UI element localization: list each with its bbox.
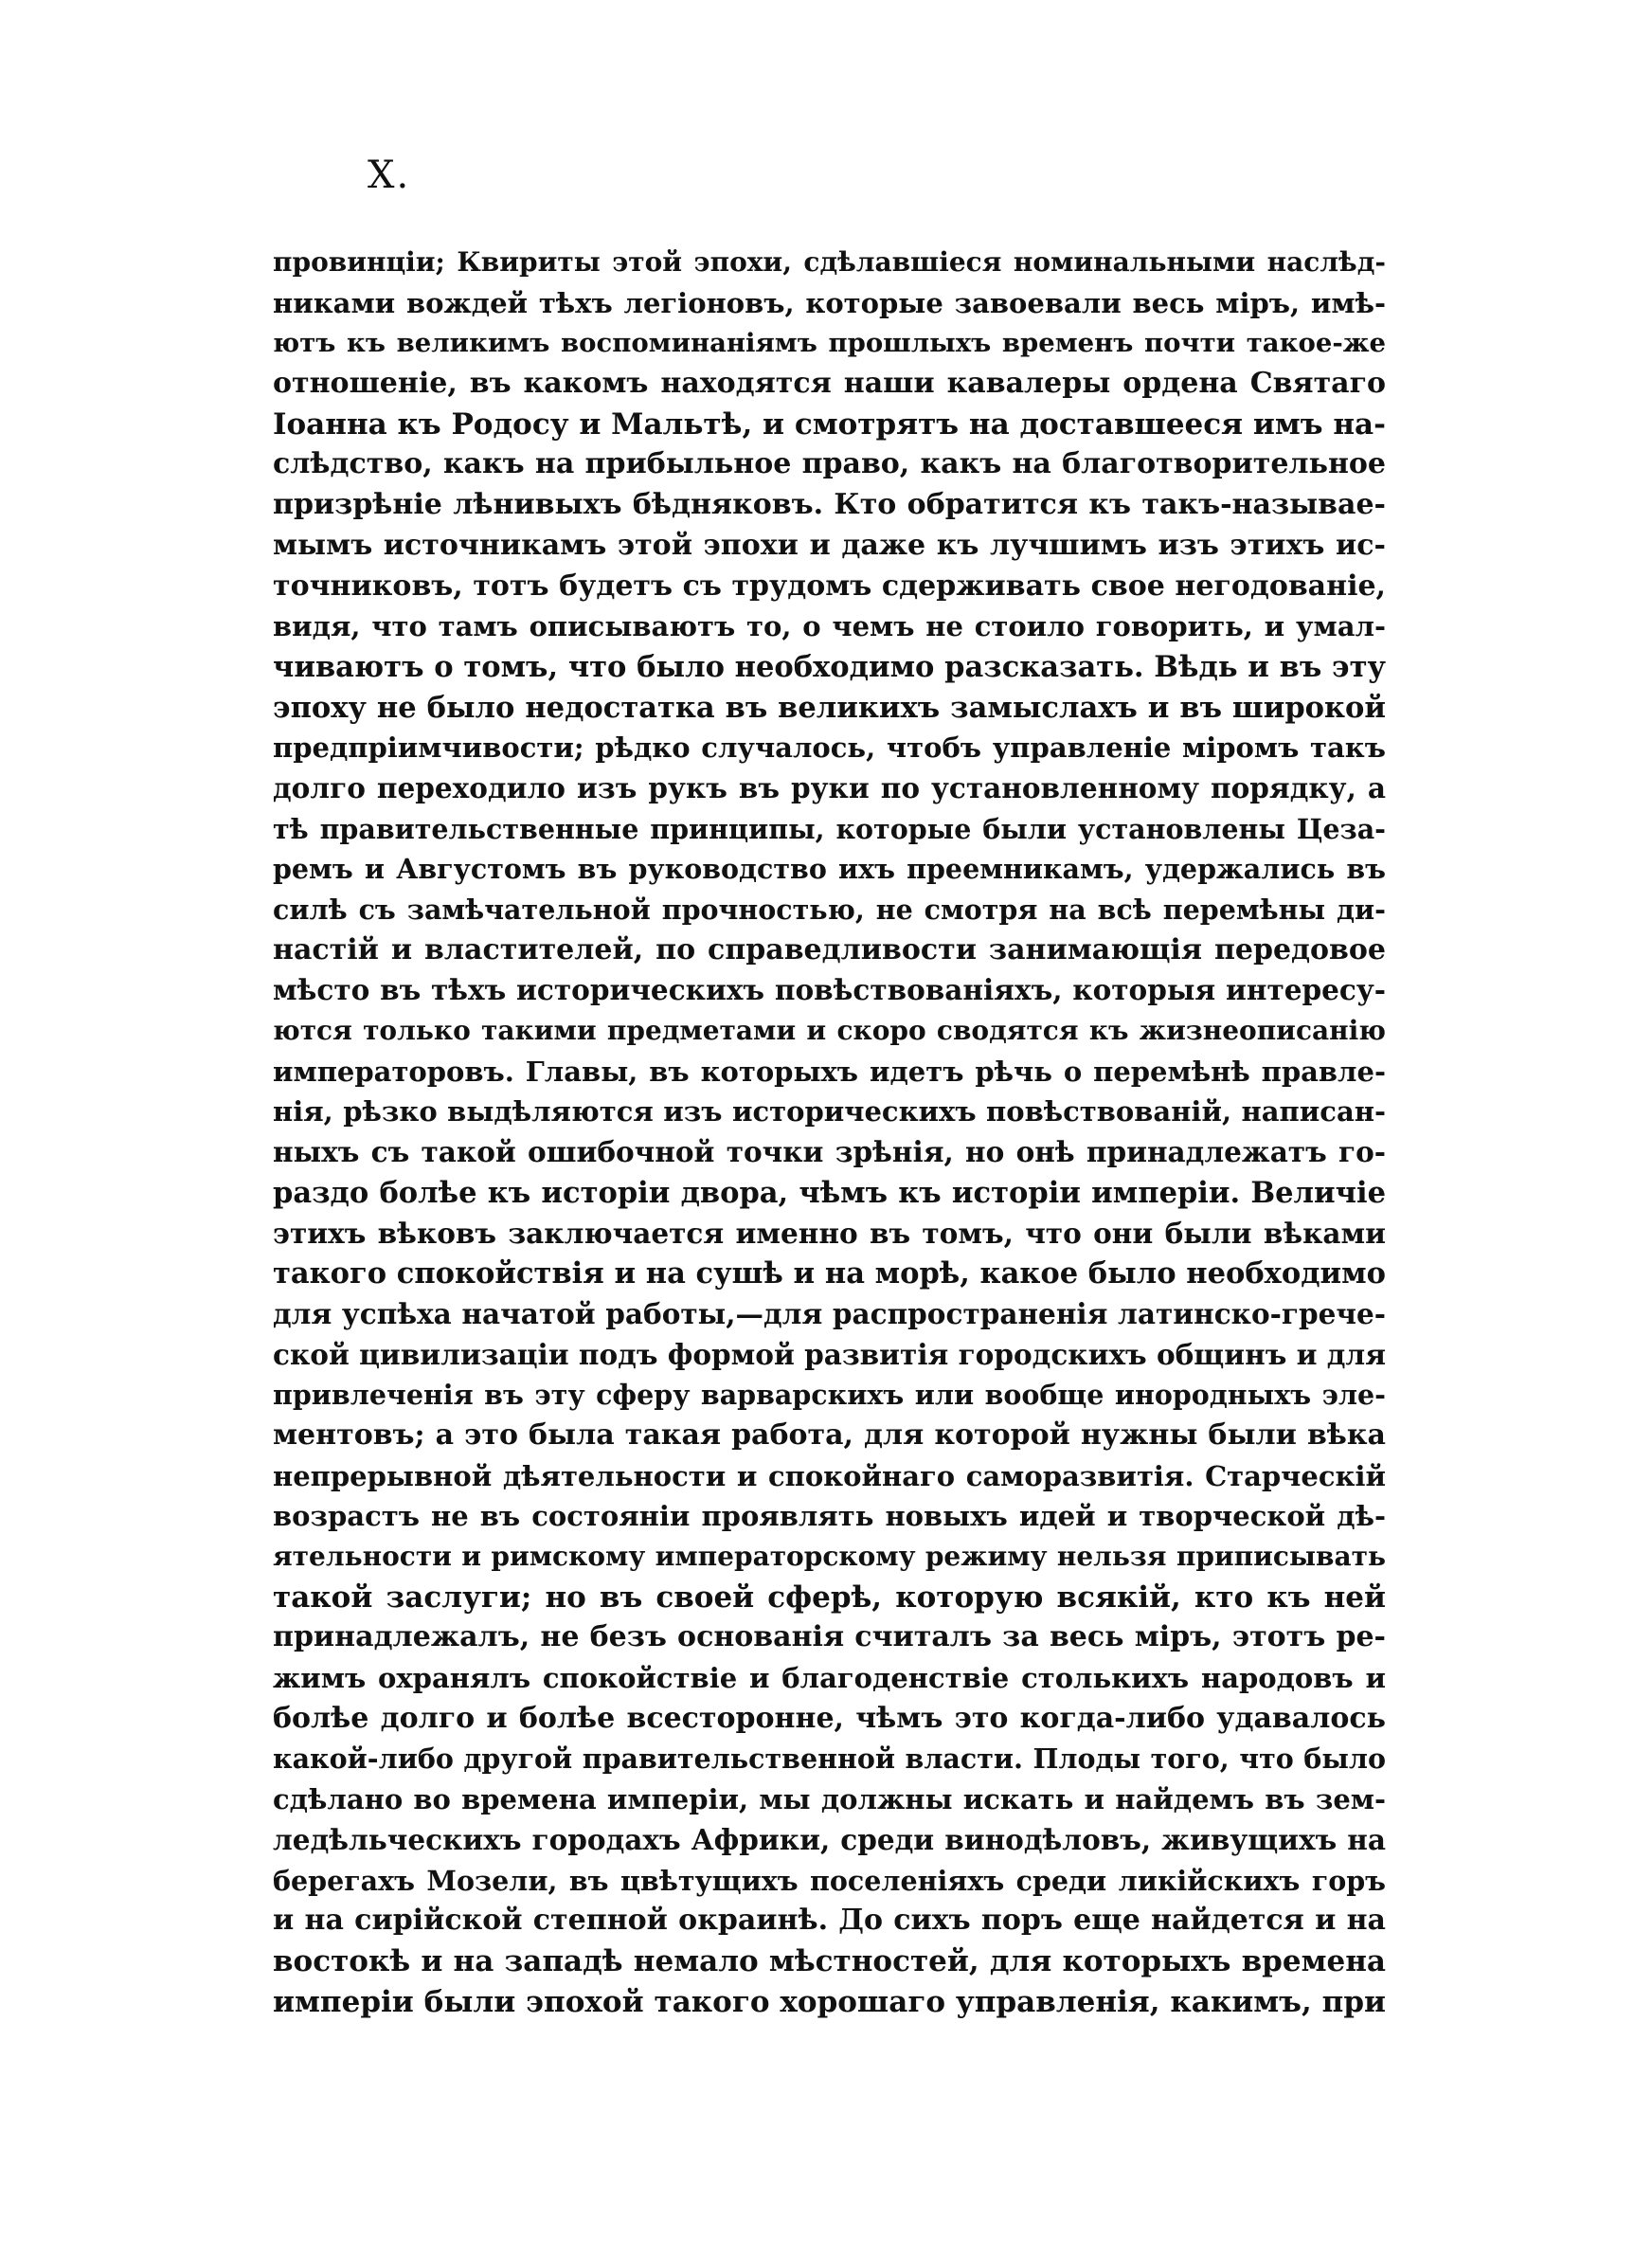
text-line: этихъ вѣковъ заключается именно въ томъ, что они были вѣками — [273, 1216, 1386, 1250]
text-line: ледѣльческихъ городахъ Африки, среди винодѣловъ, живущихъ на — [273, 1822, 1386, 1856]
text-line: призрѣніе лѣнивыхъ бѣдняковъ. Кто обратится къ такъ-называе- — [273, 488, 1386, 522]
text-line: и на сирійской степной окраинѣ. До сихъ поръ еще найдется и на — [273, 1904, 1386, 1938]
text-line: какой-либо другой правительственной власти. Плоды того, что было — [273, 1742, 1386, 1776]
text-line: долго переходило изъ рукъ въ руки по установленному порядку, а — [273, 770, 1386, 804]
text-line: мымъ источникамъ этой эпохи и даже къ лучшимъ изъ этихъ ис- — [273, 528, 1386, 562]
text-line: такой заслуги; но въ своей сферѣ, которую всякій, кто къ ней — [273, 1580, 1386, 1615]
text-line: ремъ и Августомъ въ руководство ихъ преемникамъ, удержались въ — [273, 853, 1386, 886]
text-line: слѣдство, какъ на прибыльное право, какъ на благотворительное — [273, 447, 1386, 481]
text-line: ются только такими предметами и скоро сводятся къ жизнеописанію — [273, 1015, 1386, 1047]
text-line: видя, что тамъ описываютъ то, о чемъ не стоило говорить, и умал- — [273, 610, 1386, 643]
text-line: востокѣ и на западѣ немало мѣстностей, для которыхъ времена — [273, 1943, 1386, 1978]
text-line: раздо болѣе къ исторіи двора, чѣмъ къ исторіи имперіи. Величіе — [273, 1175, 1386, 1210]
text-line: непрерывной дѣятельности и спокойнаго саморазвитія. Старческій — [273, 1459, 1386, 1492]
text-line: привлеченія въ эту сферу варварскихъ или вообще инородныхъ эле- — [273, 1379, 1386, 1412]
text-line: эпоху не было недостатка въ великихъ замыслахъ и въ широкой — [273, 690, 1386, 725]
text-line: болѣе долго и болѣе всесторонне, чѣмъ это когда-либо удавалось — [273, 1701, 1386, 1735]
text-line: жимъ охранялъ спокойствіе и благоденствіе столькихъ народовъ и — [273, 1662, 1386, 1695]
text-line: ятельности и римскому императорскому режиму нельзя приписывать — [273, 1541, 1386, 1572]
text-line: Іоанна къ Родосу и Мальтѣ, и смотрятъ на доставшееся имъ на- — [273, 406, 1386, 442]
text-line: возрастъ не въ состояніи проявлять новыхъ идей и творческой дѣ- — [273, 1500, 1386, 1533]
text-line: отношеніе, въ какомъ находятся наши кавалеры ордена Святаго — [273, 367, 1386, 401]
text-line: принадлежалъ, не безъ основанія считалъ за весь міръ, этотъ ре- — [273, 1620, 1386, 1654]
text-line: силѣ съ замѣчательной прочностью, не смотря на всѣ перемѣны ди- — [273, 894, 1386, 926]
text-line: ской цивилизаціи подъ формой развитія городскихъ общинъ и для — [273, 1337, 1386, 1371]
text-line: такого спокойствія и на сушѣ и на морѣ, какое было необходимо — [273, 1256, 1386, 1291]
text-line: мѣсто въ тѣхъ историческихъ повѣствованіяхъ, которыя интересу- — [273, 973, 1386, 1007]
text-line: предпріимчивости; рѣдко случалось, чтобъ управленіе міромъ такъ — [273, 731, 1386, 765]
text-line: для успѣха начатой работы,—для распространенія латинско-грече- — [273, 1296, 1386, 1330]
text-line: ютъ къ великимъ воспоминаніямъ прошлыхъ временъ почти такое-же — [273, 328, 1386, 359]
text-line: тѣ правительственные принципы, которые были установлены Цеза- — [273, 812, 1386, 845]
text-line: точниковъ, тотъ будетъ съ трудомъ сдерживать свое негодованіе, — [273, 569, 1386, 603]
text-line: берегахъ Мозели, въ цвѣтущихъ поселеніяхъ среди ликійскихъ горъ — [273, 1864, 1386, 1897]
text-line: императоровъ. Главы, въ которыхъ идетъ рѣчь о перемѣнѣ правле- — [273, 1055, 1386, 1088]
text-line: имперіи были эпохой такого хорошаго управленія, какимъ, при — [273, 1984, 1386, 2019]
text-line: провинціи; Квириты этой эпохи, сдѣлавшіеся номинальными наслѣд- — [273, 246, 1386, 278]
text-line: ментовъ; а это была такая работа, для которой нужны были вѣка — [273, 1417, 1386, 1452]
text-line: чиваютъ о томъ, что было необходимо разсказать. Вѣдь и въ эту — [273, 649, 1386, 684]
body-text — [273, 243, 1386, 2022]
text-line: нія, рѣзко выдѣляются изъ историческихъ повѣствованій, написан- — [273, 1095, 1386, 1128]
text-line: сдѣлано во времена имперіи, мы должны искать и найдемъ въ зем- — [273, 1783, 1386, 1816]
text-line: настій и властителей, по справедливости занимающія передовое — [273, 932, 1386, 966]
text-line: никами вождей тѣхъ легіоновъ, которые завоевали весь міръ, имѣ- — [273, 286, 1386, 319]
page-number: X. — [368, 153, 411, 197]
text-line: ныхъ съ такой ошибочной точки зрѣнія, но онѣ принадлежатъ го- — [273, 1135, 1386, 1169]
